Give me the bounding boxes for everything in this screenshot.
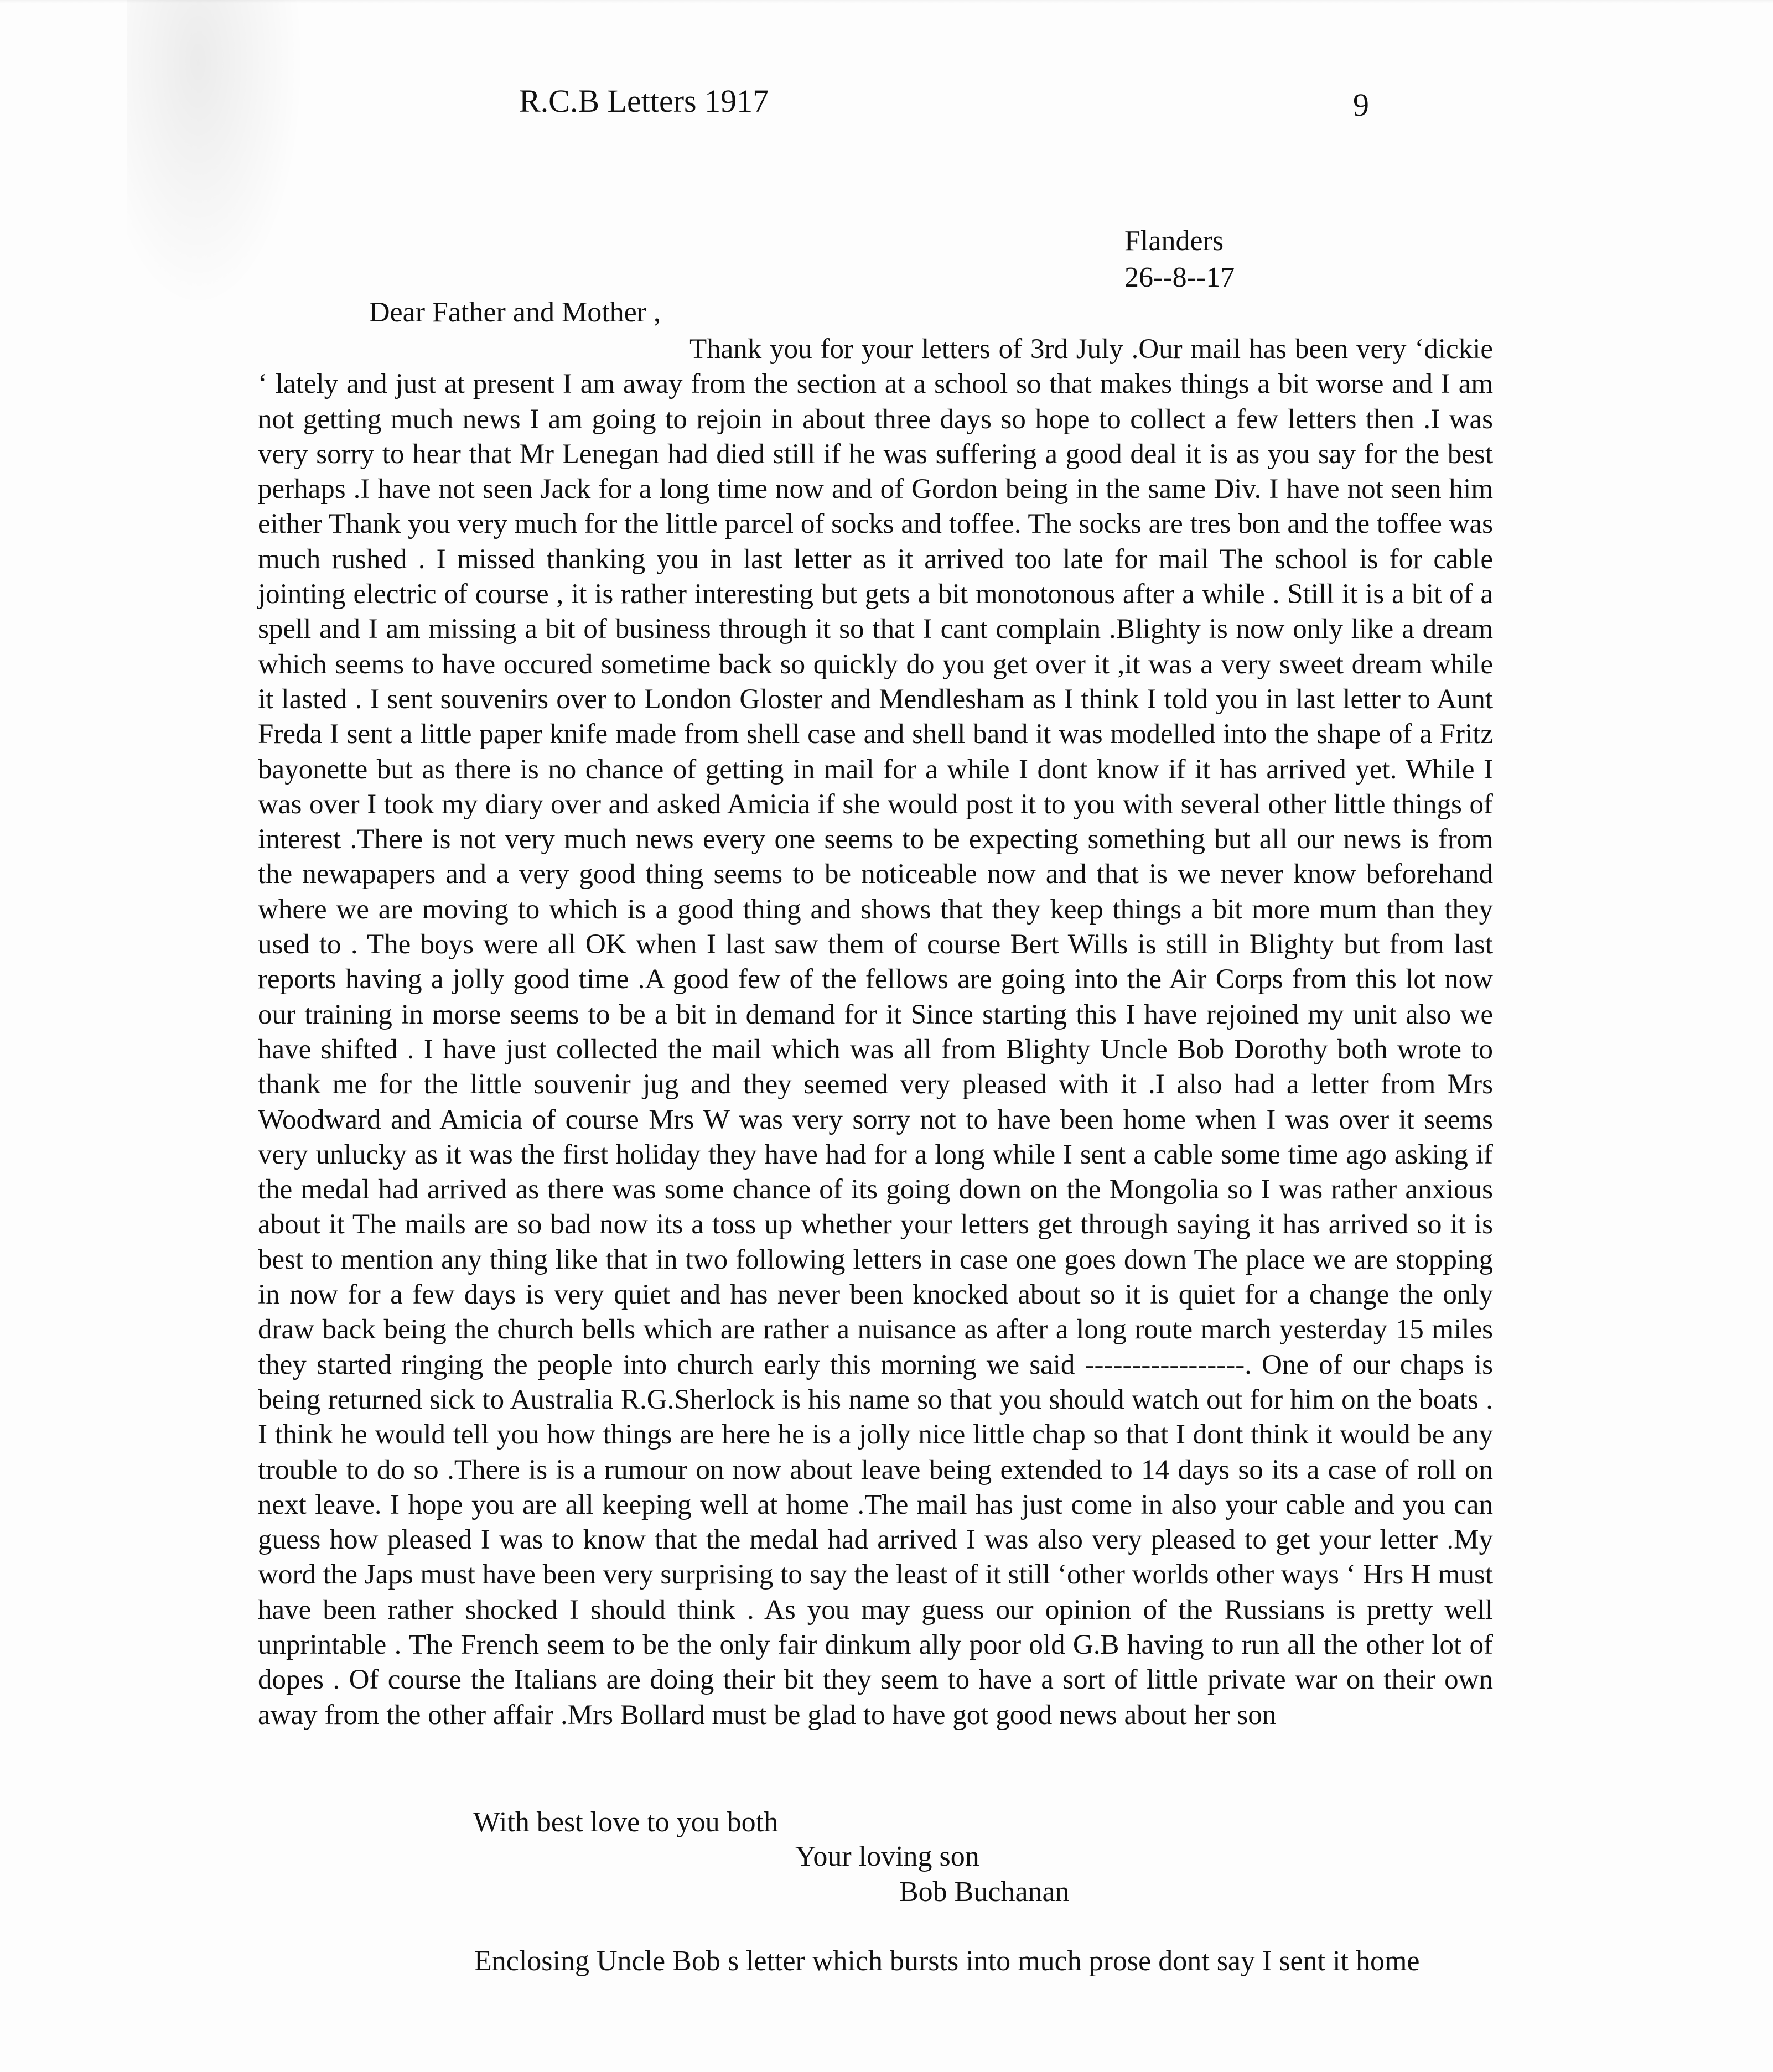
letter-body-text: Thank you for your letters of 3rd July .Our mail has been very ‘dickie ‘ lately and just at present I am away from the section at a school so that makes things a bit worse and I am not getting much news I am going to rejoin in about three days so hope to collect a few letters then .I was very sorry to hear that Mr Lenegan had died still if he was suffering a good deal it is as you say for the best perhaps .I have not seen Jack for a long time now and of Gordon being in the same Div. I have not seen him either Thank you very much for the little parcel of socks and toffee. The socks are tres bon and the toffee was much rushed . I missed thanking you in last letter as it arrived too late for mail The school is for cable jointing electric of course , it is rather interesting but gets a bit monotonous after a while . Still it is a bit of a spell and I am missing a bit of business through it so that I cant complain .Blighty is now only like a dream which seems to have occured sometime back so quickly do you get over it ,it was a very sweet dream while it lasted . I sent souvenirs over to London Gloster and Mendlesham as I think I told you in last letter to Aunt Freda I sent a little paper knife made from shell case and shell band it was modelled into the shape of a Fritz bayonette but as there is no chance of getting in mail for a while I dont know if it has arrived yet. While I was over I took my diary over and asked Amicia if she would post it to you with several other little things of interest .There is not very much news every one seems to be expecting something but all our news is from the newapapers and a very good thing seems to be noticeable now and that is we never know beforehand where we are moving to which is a good thing and shows that they keep things a bit more mum than they used to . The boys were all OK when I last saw them of course Bert Wills is still in Blighty but from last reports having a jolly good time .A good few of the fellows are going into the Air Corps from this lot now our training in morse seems to be a bit in demand for it Since starting this I have rejoined my unit also we have shifted . I have just collected the mail which was all from Blighty Uncle Bob Dorothy both wrote to thank me for the little souvenir jug and they seemed very pleased with it .I also had a letter from Mrs Woodward and Amicia of course Mrs W was very sorry not to have been home when I was over it seems very unlucky as it was the first holiday they have had for a long while I sent a cable some time ago asking if the medal had arrived as there was some chance of its going down on the Mongolia so I was rather anxious about it The mails are so bad now its a toss up whether your letters get through saying it has arrived so it is best to mention any thing like that in two following letters in case one goes down The place we are stopping in now for a few days is very quiet and has never been knocked about so it is quiet for a change the only draw back being the church bells which are rather a nuisance as after a long route march yesterday 15 miles they started ringing the people into church early this morning we said -----------------. One of our chaps is being returned sick to Australia R.G.Sherlock is his name so that you should watch out for him on the boats . I think he would tell you how things are here he is a jolly nice little chap so that I dont think it would be any trouble to do so .There is is a rumour on now about leave being extended to 14 days so its a case of roll on next leave. I hope you are all keeping well at home .The mail has just come in also your cable and you can guess how pleased I was to know that the medal had arrived I was also very pleased to get your letter .My word the Japs must have been very surprising to say the least of it still ‘other worlds other ways ‘ Hrs H must have been rather shocked I should think . As you may guess our opinion of the Russians is pretty well unprintable . The French seem to be the only fair dinkum ally poor old G.B having to run all the other lot of dopes . Of course the Italians are doing their bit they seem to have a sort of little private war on their own away from the other affair .Mrs Bollard must be glad to have got good news about her son	[258, 334, 1493, 1731]
letter-place: Flanders	[1124, 225, 1224, 257]
letter-closing: With best love to you both	[473, 1806, 779, 1838]
letter-signoff: Your loving son	[795, 1841, 979, 1872]
page-header-title: R.C.B Letters 1917	[519, 83, 769, 119]
scan-edge	[0, 0, 1773, 3]
letter-signature: Bob Buchanan	[899, 1876, 1070, 1908]
letter-body-paragraph	[258, 332, 1493, 1733]
letter-salutation: Dear Father and Mother ,	[369, 297, 661, 328]
letter-date: 26--8--17	[1124, 262, 1235, 293]
letter-postscript: Enclosing Uncle Bob s letter which bursts into much prose dont say I sent it home	[474, 1945, 1420, 1977]
page-number: 9	[1353, 87, 1369, 123]
scan-shadow	[127, 0, 304, 310]
